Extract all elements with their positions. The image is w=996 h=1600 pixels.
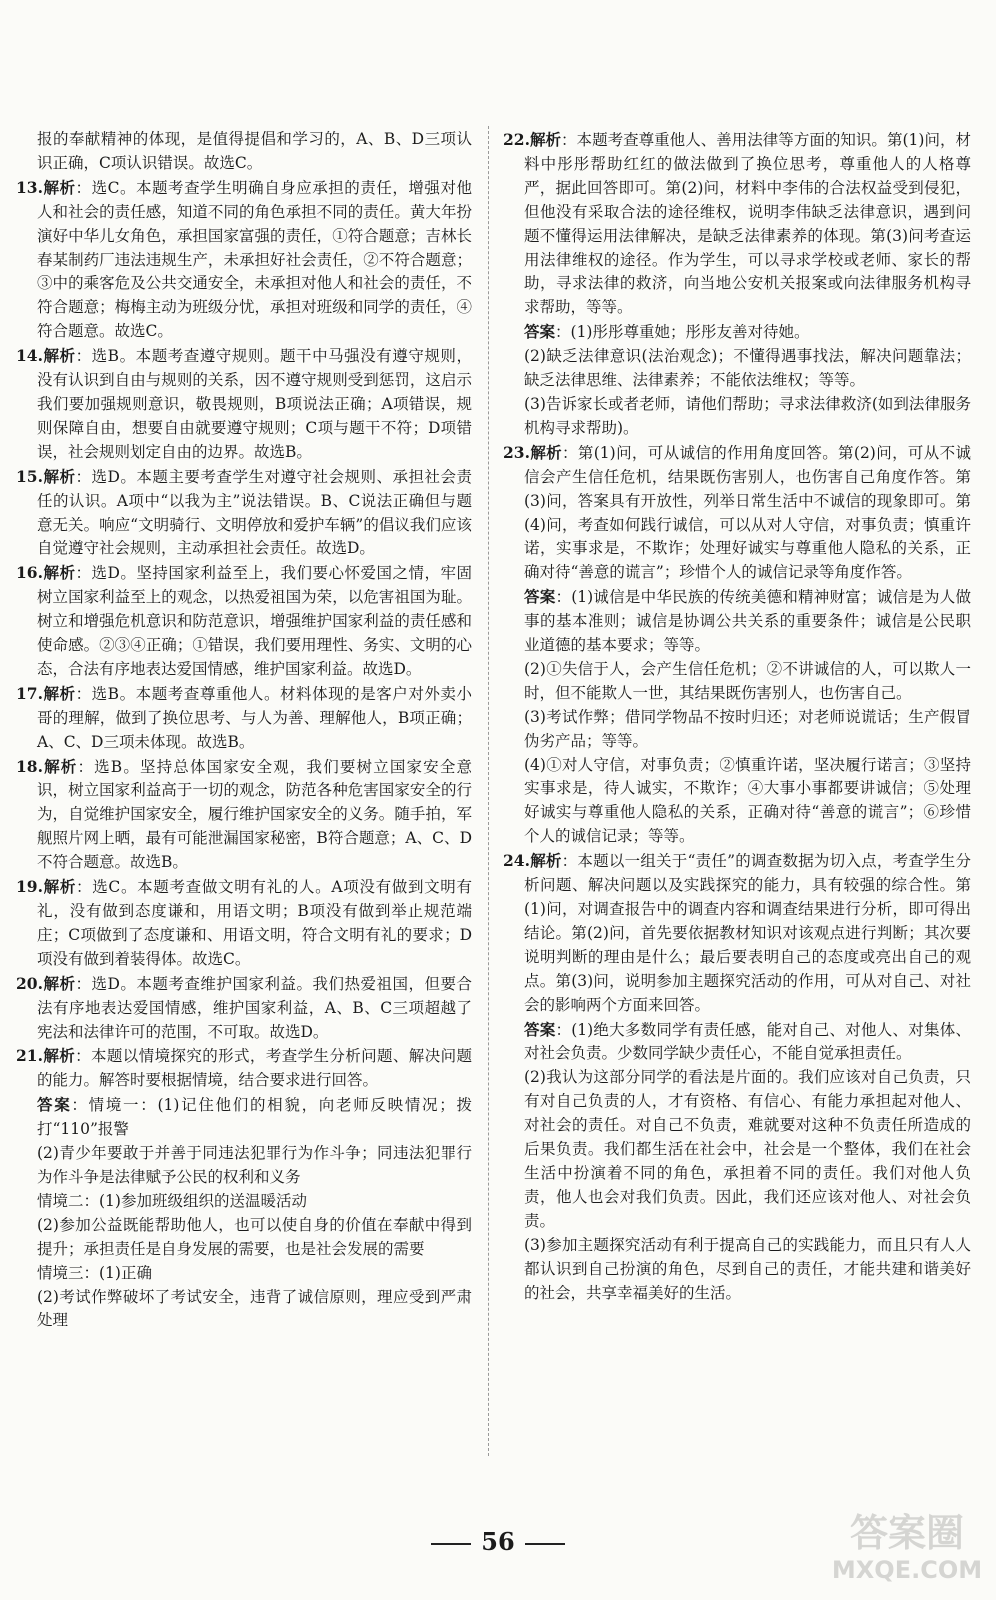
intro-paragraph: 报的奉献精神的体现，是值得提倡和学习的，A、B、D三项认识正确，C项认识错误。故选C。 — [37, 130, 472, 172]
answer-line — [503, 706, 971, 754]
question-number: 15. — [16, 466, 43, 486]
analysis-text: ：选B。坚持总体国家安全观，我们要树立国家安全意识，树立国家利益高于一切的观念，防范各种危害国家安全的行为，自觉维护国家安全，履行维护国家安全的义务。随手拍，军舰照片网上晒，最有可能泄漏国家秘密，B符合题意；A、C、D不符合题意。故选B。 — [37, 757, 472, 872]
footer-dash-left — [431, 1543, 471, 1545]
watermark-logo — [832, 1504, 982, 1586]
answer-line — [503, 658, 971, 706]
analysis-text: ：选B。本题考查尊重他人。材料体现的是客户对外卖小哥的理解，做到了换位思考、与人为善、理解他人，B项正确；A、C、D三项未体现。故选B。 — [37, 684, 472, 751]
question-item — [16, 176, 472, 344]
left-column — [16, 128, 472, 1333]
analysis-label: 解析 — [42, 756, 78, 776]
question-item — [16, 344, 472, 465]
answer-text: (2)参加公益既能帮助他人，也可以使自身的价值在奉献中得到提升；承担责任是自身发展的需要，也是社会发展的需要 — [37, 1215, 472, 1258]
analysis-label: 解析 — [529, 442, 563, 462]
answer-text: 情境二：(1)参加班级组织的送温暖活动 — [37, 1191, 307, 1210]
question-item — [16, 972, 472, 1045]
analysis-label: 解析 — [42, 1046, 76, 1066]
analysis-text: ：第(1)问，可从诚信的作用角度回答。第(2)问，可从不诚信会产生信任危机，结果既伤害别人，也伤害自己角度作答。第(3)问，答案具有开放性，列举日常生活中不诚信的现象即可。第(4)问，考查如何践行诚信，可以从对人守信，对事负责；慎重许诺，实事求是，不欺诈；处理好诚实与尊重他人隐私的关系，正确对待“善意的谎言”；珍惜个人的诚信记录等角度作答。 — [524, 443, 971, 582]
question-number: 13. — [16, 177, 43, 197]
answer-text: (3)参加主题探究活动有利于提高自己的实践能力，而且只有人人都认识到自己扮演的角色，尽到自己的责任，才能共建和谐美好的社会，共享幸福美好的生活。 — [524, 1235, 971, 1302]
answer-line — [16, 1190, 472, 1214]
analysis-label: 解析 — [42, 466, 76, 486]
answer-line — [16, 1142, 472, 1190]
analysis-text: ：本题考查尊重他人、善用法律等方面的知识。第(1)问，材料中彤彤帮助红红的做法做到了换位思考，尊重他人的人格尊严，据此回答即可。第(2)问，材料中李伟的合法权益受到侵犯，但他没有采取合法的途径维权，说明李伟缺乏法律意识，遇到问题不懂得运用法律解决，是缺乏法律素养的体现。第(3)问考查运用法律维权的途径。作为学生，可以寻求学校或老师、家长的帮助，寻求法律的救济，向当地公安机关报案或向法律服务机构寻求帮助，等等。 — [524, 131, 971, 317]
question-number: 20. — [16, 973, 43, 993]
analysis-text: ：选C。本题考查做文明有礼的人。A项没有做到文明有礼，没有做到态度谦和，用语文明；B项没有做到举止规范端庄；C项做到了态度谦和、用语文明，符合文明有礼的要求；D项没有做到着装得体。故选C。 — [37, 878, 472, 968]
answer-text: (2)考试作弊破坏了考试安全，违背了诚信原则，理应受到严肃处理 — [37, 1287, 472, 1330]
answer-text: 情境三：(1)正确 — [37, 1263, 152, 1282]
analysis-label: 解析 — [42, 877, 77, 897]
right-items — [503, 128, 971, 1305]
analysis-label: 解析 — [529, 851, 562, 871]
analysis-label: 解析 — [42, 346, 76, 366]
analysis-text: ：选D。本题主要考查学生对遵守社会规则、承担社会责任的认识。A项中“以我为主”说法错误。B、C说法正确但与题意无关。响应“文明骑行、文明停放和爱护车辆”的倡议我们应该自觉遵守社会规则，主动承担社会责任。故选D。 — [37, 467, 472, 558]
question-item — [16, 561, 472, 682]
analysis-text: ：选D。本题考查维护国家利益。我们热爱祖国，但要合法有序地表达爱国情感，维护国家利益，A、B、C三项超越了宪法和法律许可的范围，不可取。故选D。 — [37, 974, 472, 1041]
analysis-text: ：本题以一组关于“责任”的调查数据为切入点，考查学生分析问题、解决问题以及实践探究的能力，具有较强的综合性。第(1)问，对调查报告中的调查内容和调查结果进行分析，即可得出结论。第(2)问，首先要依据教材知识对该观点进行判断；其次要说明判断的理由是什么；最后要表明自己的态度或亮出自己的观点。第(3)问，说明参加主题探究活动的作用，可从对自己、对社会的影响两个方面来回答。 — [524, 852, 971, 1014]
question-item — [16, 465, 472, 562]
answer-text: ：(1)诚信是中华民族的传统美德和精神财富；诚信是为人做事的基本准则；诚信是协调公共关系的重要条件；诚信是公民职业道德的基本要求；等等。 — [524, 588, 971, 655]
answer-text: (2)青少年要敢于并善于同违法犯罪行为作斗争；同违法犯罪行为作斗争是法律赋予公民的权利和义务 — [37, 1144, 472, 1186]
question-item — [503, 128, 971, 320]
answer-line — [503, 1234, 971, 1306]
question-item — [16, 682, 472, 755]
left-items — [16, 176, 472, 1093]
question-number: 22. — [503, 130, 530, 149]
answer-line — [503, 754, 971, 850]
answer-text: (3)告诉家长或者老师，请他们帮助；寻求法律救济(如到法律服务机构寻求帮助)。 — [524, 394, 971, 437]
answer-line — [503, 585, 971, 658]
question-item — [16, 875, 472, 972]
answer-line — [503, 393, 971, 441]
answer-label: 答案 — [524, 1019, 556, 1039]
analysis-label: 解析 — [529, 130, 562, 149]
answer-line — [503, 320, 971, 345]
question-item — [503, 849, 971, 1017]
analysis-label: 解析 — [42, 177, 76, 197]
answer-text: (3)考试作弊；借同学物品不按时归还；对老师说谎话；生产假冒伪劣产品；等等。 — [524, 707, 971, 750]
answer-text: ：(1)彤彤尊重她；彤彤友善对待她。 — [555, 323, 810, 342]
answer-line — [16, 1262, 472, 1286]
question-number: 19. — [16, 877, 43, 897]
answer-label: 答案 — [524, 322, 556, 342]
analysis-text: ：选B。本题考查遵守规则。题干中马强没有遵守规则，没有认识到自由与规则的关系，因不遵守规则受到惩罚，这启示我们要加强规则意识，敬畏规则，B项说法正确；A项错误，规则保障自由，想要自由就要遵守规则；C项与题干不符；D项错误，社会规则划定自由的边界。故选B。 — [37, 347, 472, 461]
analysis-label: 解析 — [42, 973, 76, 993]
analysis-label: 解析 — [42, 683, 76, 703]
answer-text: (4)①对人守信，对事负责；②慎重许诺，坚决履行诺言；③坚持实事求是，待人诚实，不欺诈；④大事小事都要讲诚信；⑤处理好诚实与尊重他人隐私的关系，正确对待“善意的谎言”；⑥珍惜个人的诚信记录；等等。 — [524, 755, 971, 846]
analysis-text: ：本题以情境探究的形式，考查学生分析问题、解决问题的能力。解答时要根据情境，结合要求进行回答。 — [37, 1047, 472, 1090]
watermark-url: MXQE.COM — [832, 1556, 982, 1584]
analysis-text: ：选C。本题考查学生明确自身应承担的责任，增强对他人和社会的责任感，知道不同的角色承担不同的责任。黄大年扮演好中华儿女角色，承担国家富强的责任，①符合题意；吉林长春某制药厂违法违规生产，未承担好社会责任，②不符合题意；③中的乘客危及公共交通安全，未承担对他人和社会的责任，不符合题意；梅梅主动为班级分忧，承担对班级和同学的责任，④符合题意。故选C。 — [37, 178, 472, 341]
answer-line — [503, 1018, 971, 1067]
answer-line — [503, 1066, 971, 1233]
question-number: 23. — [503, 442, 530, 462]
question-item — [503, 441, 971, 585]
answer-text: ：(1)绝大多数同学有责任感，能对自己、对他人、对集体、对社会负责。少数同学缺少责任心，不能自觉承担责任。 — [524, 1020, 971, 1063]
answer-text: (2)缺乏法律意识(法治观念)；不懂得遇事找法，解决问题靠法；缺乏法律思维、法律素养；不能依法维权；等等。 — [524, 347, 971, 390]
q21-answer — [16, 1093, 472, 1333]
answer-label: 答案 — [524, 587, 556, 607]
question-number: 14. — [16, 346, 43, 366]
question-number: 24. — [503, 851, 530, 871]
analysis-label: 解析 — [42, 563, 76, 583]
answer-text: ：情境一：(1)记住他们的相貌，向老师反映情况；拨打“110”报警 — [37, 1096, 472, 1139]
page-number: 56 — [481, 1527, 515, 1556]
answer-line — [16, 1286, 472, 1334]
answer-text: (2)①失信于人，会产生信任危机；②不讲诚信的人，可以欺人一时，但不能欺人一世，其结果既伤害别人，也伤害自己。 — [524, 659, 971, 702]
question-number: 17. — [16, 683, 43, 703]
analysis-text: ：选D。坚持国家利益至上，我们要心怀爱国之情，牢固树立国家利益至上的观念，以热爱祖国为荣，以危害祖国为耻。树立和增强危机意识和防范意识，增强维护国家利益的责任感和使命感。②③④正确；①错误，我们要用理性、务实、文明的心态，合法有序地表达爱国情感，维护国家利益。故选D。 — [37, 564, 472, 678]
answer-label: 答案 — [37, 1095, 72, 1115]
footer-dash-right — [525, 1543, 565, 1545]
answer-text: (2)我认为这部分同学的看法是片面的。我们应该对自己负责，只有对自己负责的人，才有资格、有信心、有能力承担起对他人、对社会的责任。对自己不负责，难就要对这种不负责任所造成的后果负责。我们都生活在社会中，社会是一个整体，我们在社会生活中扮演着不同的角色，承担着不同的责任。我们对他人负责，他人也会对我们负责。因此，我们还应该对他人、对社会负责。 — [524, 1068, 971, 1230]
question-number: 21. — [16, 1046, 43, 1066]
question-item — [16, 1044, 472, 1093]
question-item — [16, 755, 472, 876]
answer-line — [16, 1214, 472, 1262]
answer-line — [503, 345, 971, 393]
watermark-text: 答案圈 — [849, 1511, 965, 1555]
column-divider — [488, 126, 489, 1456]
answer-line — [16, 1093, 472, 1142]
question-number: 18. — [16, 756, 43, 776]
question-number: 16. — [16, 563, 43, 583]
right-column — [503, 128, 971, 1305]
